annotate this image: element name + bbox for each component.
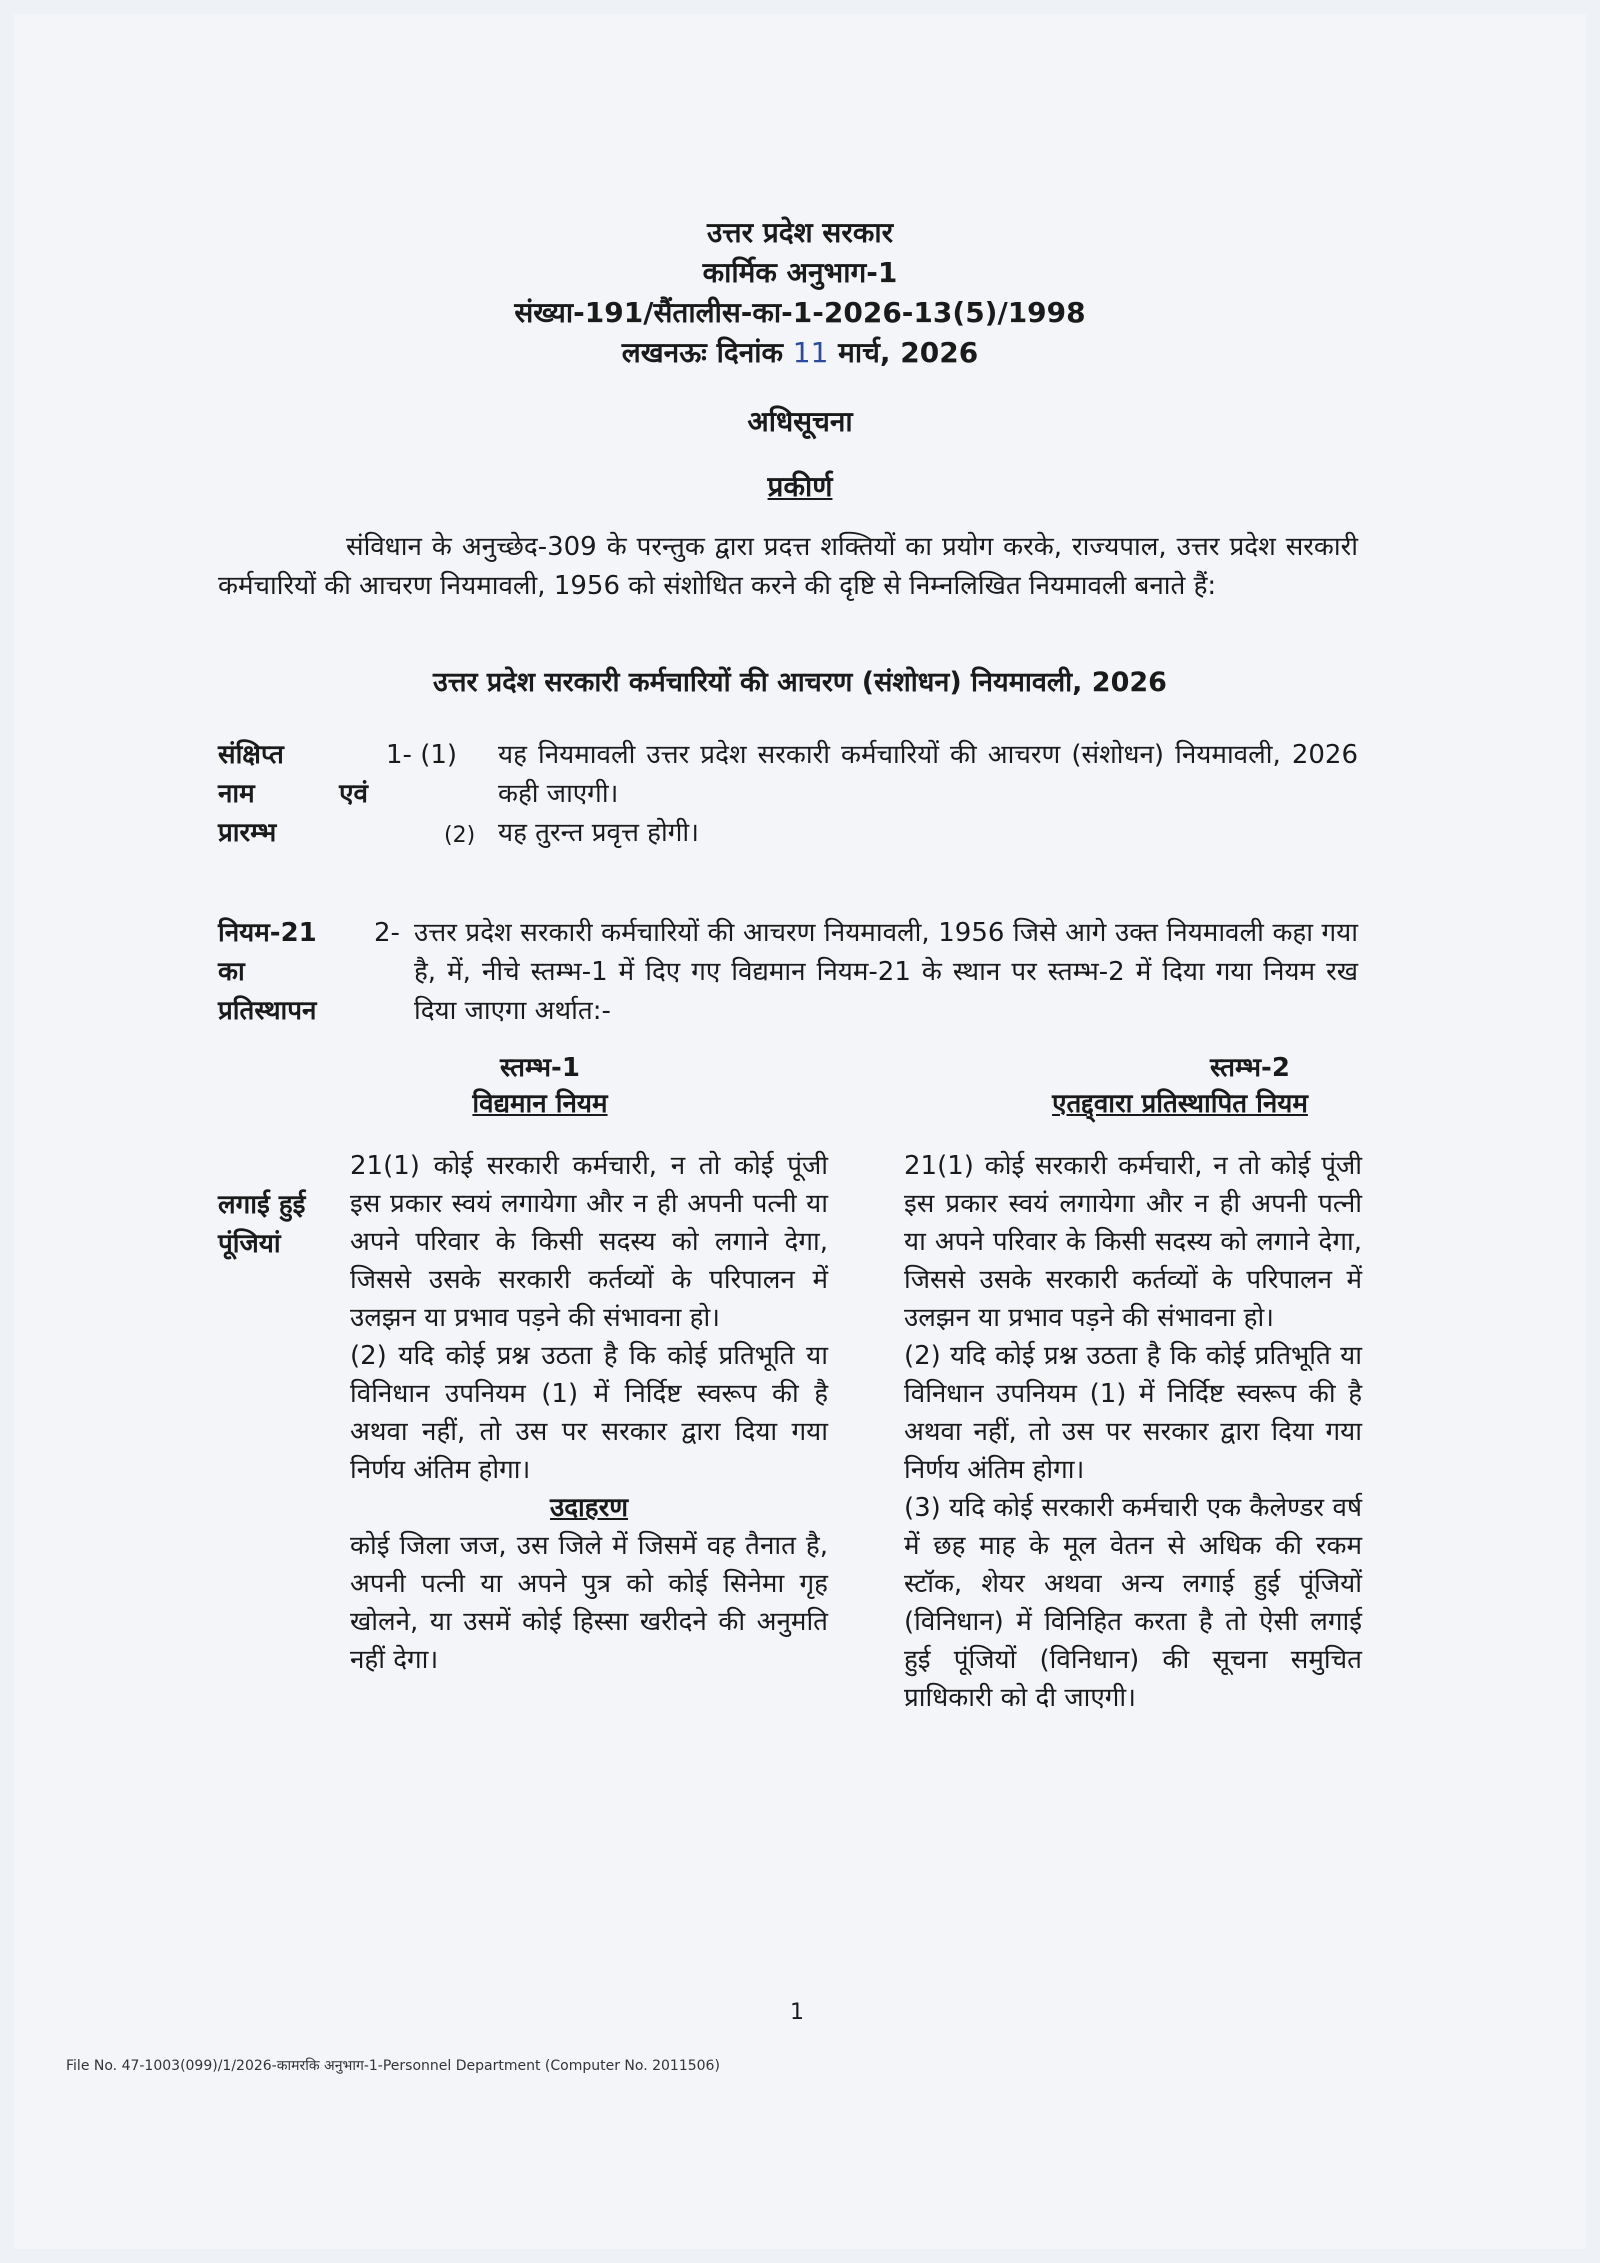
department-name: कार्मिक अनुभाग-1 xyxy=(702,256,898,289)
section1-label: संक्षिप्त नाम एवं प्रारम्भ xyxy=(218,740,368,848)
date-prefix: लखनऊः दिनांक xyxy=(621,336,783,369)
section2-number: 2- xyxy=(374,918,400,948)
column2-heading: स्तम्भ-2 एतद्द्वारा प्रतिस्थापित नियम xyxy=(1052,1053,1308,1119)
example-heading: उदाहरण xyxy=(549,1493,629,1523)
page-number: 1 xyxy=(790,2000,804,2025)
section2-label: नियम-21 का प्रतिस्थापन xyxy=(218,918,317,1026)
date-day: 11 xyxy=(792,336,829,369)
intro-paragraph: संविधान के अनुच्छेद-309 के परन्तुक द्वारा प्रदत्त शक्तियों का प्रयोग करके, राज्यपाल, उत्तर प्रदेश सरकारी कर्मचारियों की आचरण नियमावली, 1956 को संशोधित करने की दृष्टि से निम्नलिखित नियमावली बनाते हैं: xyxy=(218,532,1358,601)
example-text: कोई जिला जज, उस जिले में जिसमें वह तैनात है, अपनी पत्नी या अपने पुत्र को कोई सिनेमा गृह खोलने, या उसमें कोई हिस्सा खरीदने की अनुमति नहीं देगा। xyxy=(350,1531,828,1675)
invested-capital-label: लगाई हुई पूंजियां xyxy=(218,1190,306,1259)
govt-title: उत्तर प्रदेश सरकार xyxy=(706,216,894,249)
column2-para-3: (3) यदि कोई सरकारी कर्मचारी एक कैलेण्डर वर्ष में छह माह के मूल वेतन से अधिक की रकम स्टॉक, शेयर अथवा अन्य लगाई हुई पूंजियों (विनिधान) में विनिहित करता है तो ऐसी लगाई हुई पूंजियों (विनिधान) की सूचना समुचित प्राधिकारी को दी जाएगी। xyxy=(904,1493,1362,1713)
file-footer: File No. 47-1003(099)/1/2026-कामरकि अनुभाग-1-Personnel Department (Computer No. 2011506) xyxy=(66,2058,720,2074)
rules-title: उत्तर प्रदेश सरकारी कर्मचारियों की आचरण (संशोधन) नियमावली, 2026 xyxy=(433,667,1167,698)
order-number: संख्या-191/सैंतालीस-का-1-2026-13(5)/1998 xyxy=(514,296,1086,329)
column1-heading: स्तम्भ-1 विद्यमान नियम xyxy=(472,1053,608,1119)
column1-para-2: (2) यदि कोई प्रश्न उठता है कि कोई प्रतिभूति या विनिधान उपनियम (1) में निर्दिष्ट स्वरूप की है अथवा नहीं, तो उस पर सरकार द्वारा दिया गया निर्णय अंतिम होगा। xyxy=(350,1341,828,1485)
section1-text-1: यह नियमावली उत्तर प्रदेश सरकारी कर्मचारियों की आचरण (संशोधन) नियमावली, 2026 कही जाएगी। xyxy=(498,740,1358,809)
section1-number-2: (2) xyxy=(444,823,476,848)
section1-number: 1- (1) xyxy=(386,740,458,770)
column2-para-1: 21(1) कोई सरकारी कर्मचारी, न तो कोई पूंजी इस प्रकार स्वयं लगायेगा और न ही अपनी पत्नी या अपने परिवार के किसी सदस्य को लगाने देगा, जिससे उसके सरकारी कर्तव्यों के परिपालन में उलझन या प्रभाव पड़ने की संभावना हो। xyxy=(904,1151,1362,1333)
column1-para-1: 21(1) कोई सरकारी कर्मचारी, न तो कोई पूंजी इस प्रकार स्वयं लगायेगा और न ही अपनी पत्नी या अपने परिवार के किसी सदस्य को लगाने देगा, जिससे उसके सरकारी कर्तव्यों के परिपालन में उलझन या प्रभाव पड़ने की संभावना हो। xyxy=(350,1151,828,1333)
order-date xyxy=(0,336,1600,370)
section2-text: उत्तर प्रदेश सरकारी कर्मचारियों की आचरण नियमावली, 1956 जिसे आगे उक्त नियमावली कहा गया है, में, नीचे स्तम्भ-1 में दिए गए विद्यमान नियम-21 के स्थान पर स्तम्भ-2 में दिया गया नियम रख दिया जाएगा अर्थात:- xyxy=(414,918,1358,1026)
notification-heading: अधिसूचना xyxy=(747,405,853,438)
column1-rule-text xyxy=(350,1147,828,1679)
column2-para-2: (2) यदि कोई प्रश्न उठता है कि कोई प्रतिभूति या विनिधान उपनियम (1) में निर्दिष्ट स्वरूप की है अथवा नहीं, तो उस पर सरकार द्वारा दिया गया निर्णय अंतिम होगा। xyxy=(904,1341,1362,1485)
section1-text-2: यह तुरन्त प्रवृत्त होगी। xyxy=(498,818,699,848)
misc-heading: प्रकीर्ण xyxy=(767,470,833,503)
date-suffix: मार्च, 2026 xyxy=(838,336,979,369)
column2-rule-text xyxy=(904,1147,1362,1717)
